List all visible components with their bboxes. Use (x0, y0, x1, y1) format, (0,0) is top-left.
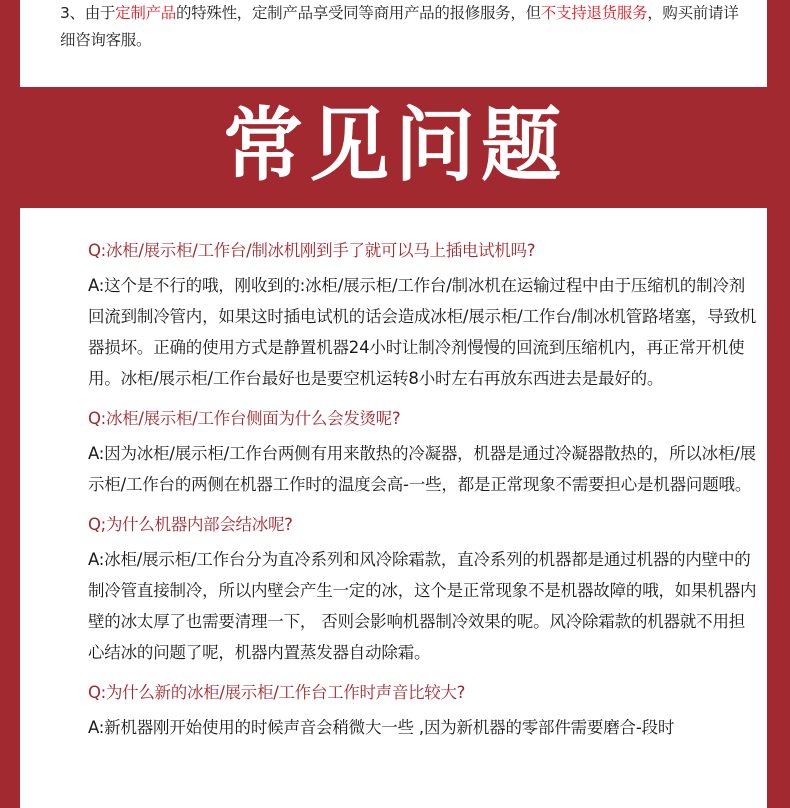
notice-middle: 的特殊性，定制产品享受同等商用产品的报修服务，但 (175, 4, 541, 22)
notice-highlight-custom-product: 定制产品 (115, 4, 176, 22)
notice-prefix: 3、由于 (60, 4, 116, 22)
faq-answer: A:因为冰柜/展示柜/工作台两侧有用来散热的冷凝器，机器是通过冷凝器散热的，所以冰柜/展示柜/工作台的两侧在机器工作时的温度会高-一些，都是正常现象不需要担心是机器问题哦。 (88, 444, 756, 494)
notice-highlight-no-return: 不支持退货服务 (540, 4, 648, 22)
faq-item (88, 238, 758, 394)
faq-item (88, 680, 758, 743)
faq-question: Q:冰柜/展示柜/工作台/制冰机刚到手了就可以马上插电试机吗? (88, 241, 536, 260)
notice-card (20, 0, 767, 87)
faq-question: Q:为什么新的冰柜/展示柜/工作台工作时声音比较大? (88, 683, 466, 702)
faq-list (88, 238, 758, 755)
faq-card (20, 208, 767, 808)
faq-answer: A:新机器刚开始使用的时候声音会稍微大一些 ,因为新机器的零部件需要磨合-段时 (88, 718, 675, 737)
faq-item (88, 406, 758, 500)
faq-answer: A:这个是不行的哦，刚收到的:冰柜/展示柜/工作台/制冰机在运输过程中由于压缩机的制冷剂回流到制冷管内，如果这时插电试机的话会造成冰柜/展示柜/工作台/制冰机管路堵塞，导致机器损坏。正确的使用方式是静置机器24小时让制冷剂慢慢的回流到压缩机内，再正常开机使用。冰柜/展示柜/工作台最好也是要空机运转8小时左右再放东西进去是最好的。 (88, 276, 757, 388)
notice-suffix: ，购买前请详细咨询客服。 (60, 4, 739, 49)
faq-question: Q:冰柜/展示柜/工作台侧面为什么会发烫呢? (88, 409, 401, 428)
notice-text (60, 0, 750, 54)
section-title: 常见问题 (223, 99, 567, 192)
faq-answer: A:冰柜/展示柜/工作台分为直冷系列和风冷除霜款，直冷系列的机器都是通过机器的内壁中的制冷管直接制冷，所以内壁会产生一定的冰，这个是正常现象不是机器故障的哦，如果机器内壁的冰太厚了也需要清理一下， 否则会影响机器制冷效果的呢。风冷除霜款的机器就不用担心结冰的问题了呢，机器内置蒸发器自动除霜。 (88, 550, 757, 662)
faq-question: Q;为什么机器内部会结冰呢? (88, 515, 293, 534)
faq-item (88, 512, 758, 668)
